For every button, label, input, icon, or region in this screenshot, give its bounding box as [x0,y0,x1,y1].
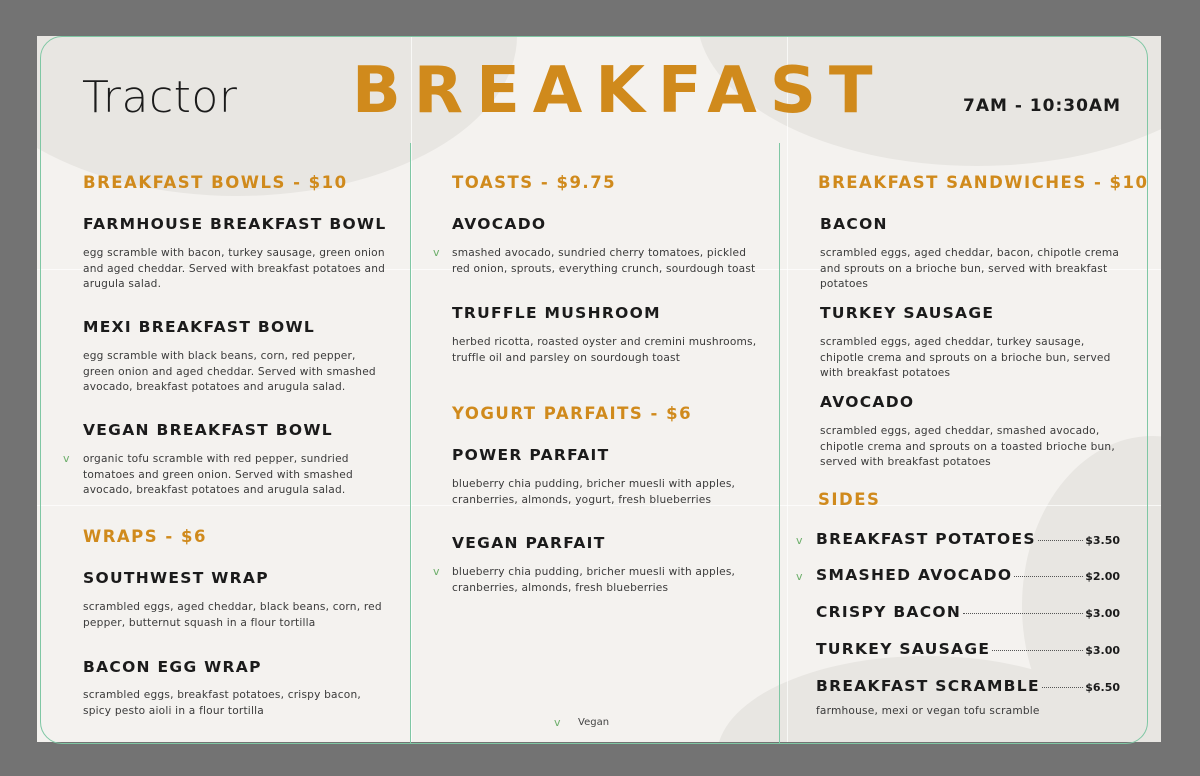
menu-item-name: MEXI BREAKFAST BOWL [83,318,316,336]
menu-item-name: TURKEY SAUSAGE [820,304,995,322]
side-item [816,603,1120,621]
leader-dots [1042,687,1083,688]
service-hours: 7AM - 10:30AM [963,96,1121,116]
side-item-name: SMASHED AVOCADO [816,566,1013,584]
section-heading-bowls: BREAKFAST BOWLS - $10 [83,173,348,192]
menu-item-description: scrambled eggs, aged cheddar, smashed avocado, chipotle crema and sprouts on a toasted brioche bun, served with breakfast potatoes [820,425,1115,468]
side-item-price: $3.00 [1085,607,1120,620]
side-item [816,640,1120,658]
side-item-price: $6.50 [1085,681,1120,694]
menu-item-name: SOUTHWEST WRAP [83,569,269,587]
menu-item-description: smashed avocado, sundried cherry tomatoes, pickled red onion, sprouts, everything crunch, sourdough toast [452,247,756,275]
column-divider [410,143,411,744]
vegan-legend-icon: v [554,716,561,729]
column-divider [779,143,780,744]
leader-dots [963,613,1083,614]
menu-item-description: scrambled eggs, breakfast potatoes, crispy bacon, spicy pesto aioli in a flour tortilla [83,689,361,717]
side-item [816,677,1120,695]
menu-item-description: egg scramble with black beans, corn, red pepper, green onion and aged cheddar. Served with smashed avocado, breakfast potatoes and arugula salad. [83,350,376,393]
menu-item-name: AVOCADO [820,393,915,411]
side-item-name: CRISPY BACON [816,603,962,621]
menu-item-description: scrambled eggs, aged cheddar, bacon, chipotle crema and sprouts on a brioche bun, served with breakfast potatoes [820,247,1120,290]
brand-logo: Tractor [82,72,238,123]
side-item [816,566,1120,584]
leader-dots [992,650,1083,651]
side-item-price: $3.00 [1085,644,1120,657]
menu-item-name: BACON [820,215,888,233]
side-item-price: $3.50 [1085,534,1120,547]
side-item-name: TURKEY SAUSAGE [816,640,991,658]
menu-item-description: scrambled eggs, aged cheddar, turkey sausage, chipotle crema and sprouts on a brioche bun, served with breakfast potatoes [820,336,1111,379]
side-item-name: BREAKFAST POTATOES [816,530,1036,548]
section-heading-wraps: WRAPS - $6 [83,527,207,546]
menu-item-description: organic tofu scramble with red pepper, sundried tomatoes and green onion. Served with smashed avocado, breakfast potatoes and arugula salad. [83,453,353,496]
page-title: BREAKFAST [352,54,886,128]
side-item [816,530,1120,548]
menu-item-description: blueberry chia pudding, bricher muesli with apples, cranberries, almonds, fresh blueberries [452,566,736,594]
section-heading-sides: SIDES [818,490,881,509]
side-item-note: farmhouse, mexi or vegan tofu scramble [816,705,1040,717]
vegan-icon: v [63,452,70,465]
menu-item-name: TRUFFLE MUSHROOM [452,304,661,322]
vegan-icon: v [433,246,440,259]
menu-item-description: scrambled eggs, aged cheddar, black beans, corn, red pepper, butternut squash in a flour tortilla [83,601,382,629]
menu-item-description: blueberry chia pudding, bricher muesli with apples, cranberries, almonds, yogurt, fresh blueberries [452,478,736,506]
menu-item-description: herbed ricotta, roasted oyster and cremini mushrooms, truffle oil and parsley on sourdough toast [452,336,757,364]
section-heading-sandwiches: BREAKFAST SANDWICHES - $10 [818,173,1149,192]
menu-item-name: BACON EGG WRAP [83,658,262,676]
menu-item-name: VEGAN BREAKFAST BOWL [83,421,333,439]
menu-item-name: VEGAN PARFAIT [452,534,606,552]
vegan-icon: v [433,565,440,578]
menu-item-name: AVOCADO [452,215,547,233]
menu-item-name: FARMHOUSE BREAKFAST BOWL [83,215,387,233]
vegan-icon: v [796,570,803,583]
section-heading-parfaits: YOGURT PARFAITS - $6 [452,404,693,423]
side-item-price: $2.00 [1085,570,1120,583]
leader-dots [1014,576,1083,577]
vegan-legend-label: Vegan [578,717,610,728]
side-item-name: BREAKFAST SCRAMBLE [816,677,1040,695]
menu-item-description: egg scramble with bacon, turkey sausage, green onion and aged cheddar. Served with breakfast potatoes and arugula salad. [83,247,386,290]
menu-item-name: POWER PARFAIT [452,446,610,464]
section-heading-toasts: TOASTS - $9.75 [452,173,617,192]
vegan-icon: v [796,534,803,547]
leader-dots [1038,540,1083,541]
